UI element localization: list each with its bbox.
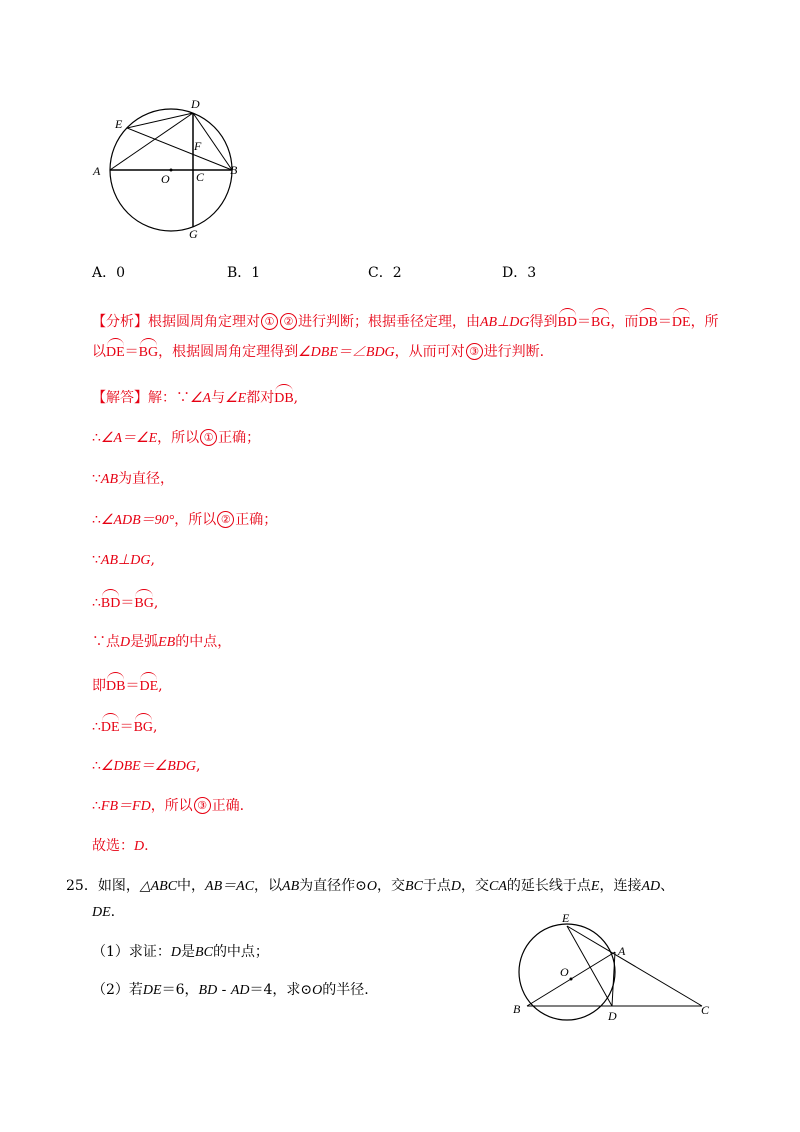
arc-de: DE (101, 715, 120, 738)
solution-text: 正确； (218, 430, 261, 446)
solution-text: 为直径， (118, 471, 175, 487)
label-a: A (618, 944, 626, 958)
question-text: 是 (181, 944, 196, 960)
circled-1: ① (261, 313, 278, 330)
label-o: O (560, 965, 569, 979)
solution-text: ∵ (92, 471, 101, 487)
segment-eb (127, 128, 232, 170)
question-text: 中， (177, 878, 206, 894)
center-dot (570, 978, 573, 981)
solution-math: AB (100, 472, 119, 487)
label-e: E (562, 911, 570, 925)
label-c: C (196, 170, 205, 184)
question-math: AD (230, 983, 250, 998)
option-b: B．1 (227, 265, 261, 281)
question-math: CA (489, 879, 507, 894)
circled-3: ③ (466, 343, 483, 360)
arc-bg: BG (134, 591, 153, 614)
question-25-part-1 (92, 942, 269, 963)
arc-de: DE (106, 340, 125, 363)
analysis-text: ，从而可对 (394, 344, 465, 360)
solution-text: ∴ (92, 430, 101, 446)
solution-math: ∠ADB＝90° (100, 513, 175, 528)
question-25-line-2 (92, 902, 115, 923)
analysis-text: 根据圆周角定理对 (148, 314, 260, 330)
solution-text: , (153, 719, 158, 735)
question-text: ＝6， (161, 982, 199, 998)
equals: ＝ (125, 678, 140, 694)
question-math: BD (198, 983, 218, 998)
analysis-text: ，所 (690, 314, 719, 330)
solution-math: ∠A＝∠E (100, 431, 158, 446)
label-c: C (701, 1003, 710, 1017)
question-text: 为直径作⊙ (299, 878, 367, 894)
arc-db: DB (274, 386, 293, 409)
solution-math: FB＝FD (100, 799, 151, 814)
solution-text: , (158, 678, 163, 694)
solution-text: 正确； (235, 512, 278, 528)
label-b: B (230, 163, 238, 177)
option-c: C．2 (368, 265, 402, 281)
question-text: ＝4，求⊙ (249, 982, 313, 998)
solution-line-3 (92, 469, 174, 490)
solution-line-9 (92, 715, 158, 738)
question-text: ，交 (377, 878, 406, 894)
solution-math: AB⊥DG (100, 553, 151, 568)
solution-line-8 (92, 674, 163, 697)
equals: ＝ (120, 595, 135, 611)
question-text: . (110, 904, 116, 920)
solution-line-6 (92, 591, 158, 614)
question-text: 的中点； (212, 944, 269, 960)
solution-math: ∠DBE＝∠BDG (100, 759, 197, 774)
solution-text: ∴ (92, 798, 101, 814)
question-math: BC (405, 879, 423, 894)
solution-math: D (134, 839, 145, 854)
question-math: D (450, 879, 462, 894)
question-math: D (170, 945, 182, 960)
question-25-part-2 (92, 980, 369, 1001)
question-math: O (312, 983, 323, 998)
label-e: E (115, 117, 123, 131)
solution-line-4 (92, 510, 277, 531)
arc-bg: BG (139, 340, 158, 363)
arc-bd: BD (558, 310, 577, 333)
solution-text: ∵点 (92, 634, 120, 650)
solution-text: ∴ (92, 758, 101, 774)
label-a: A (93, 164, 101, 178)
analysis-line-2 (92, 340, 544, 363)
solution-text: ，所以 (157, 430, 200, 446)
question-math: BC (195, 945, 213, 960)
solution-line-7 (92, 632, 231, 653)
question-text: （1）求证： (92, 944, 171, 960)
segment-ed (127, 113, 193, 128)
analysis-tag: 【分析】 (92, 314, 148, 330)
question-math: E (590, 879, 600, 894)
arc-db: DB (638, 310, 657, 333)
circled-1: ① (200, 429, 217, 446)
solution-text: , (153, 595, 159, 611)
question-text: ，以 (254, 878, 283, 894)
solution-text: ，所以 (174, 512, 217, 528)
analysis-text: ，而 (610, 314, 639, 330)
analysis-math: ∠DBE＝∠BDG (298, 345, 395, 360)
question-text: 的半径. (322, 982, 369, 998)
equals: ＝ (576, 314, 591, 330)
solution-math: EB (158, 635, 176, 650)
equals: ＝ (657, 314, 672, 330)
circled-2: ② (217, 511, 234, 528)
analysis-text: 进行判断；根据垂径定理，由 (298, 314, 480, 330)
solution-text: 正确. (211, 798, 245, 814)
solution-text: 都对 (246, 390, 275, 406)
question-math: AB (282, 879, 300, 894)
solution-line-2 (92, 428, 260, 449)
question-text: - (217, 982, 231, 998)
solution-text: , (150, 552, 155, 568)
question-number: 25． (66, 878, 98, 894)
solution-text: 是弧 (130, 634, 159, 650)
question-25-line-1 (66, 876, 674, 897)
label-b: B (513, 1002, 521, 1016)
label-d: D (608, 1009, 617, 1023)
solution-text: . (144, 838, 149, 854)
analysis-text: ，根据圆周角定理得到 (158, 344, 299, 360)
question-text: 的延长线于点 (506, 878, 591, 894)
solution-text: , (293, 390, 299, 406)
solution-line-10 (92, 756, 200, 777)
solution-text: ，所以 (150, 798, 193, 814)
equals: ＝ (124, 344, 139, 360)
solution-tag: 【解答】 (92, 390, 148, 406)
solution-math: ∠A (190, 391, 212, 406)
solution-text: ∴ (92, 512, 101, 528)
label-o: O (161, 172, 170, 186)
circled-3: ③ (194, 797, 211, 814)
solution-text: 解：∵ (148, 390, 190, 406)
answer-options (92, 262, 692, 282)
question-math: AD (641, 879, 661, 894)
circle-figure-2 (505, 910, 720, 1040)
analysis-text: 进行判断. (483, 344, 545, 360)
option-d: D．3 (502, 265, 537, 281)
question-math: DE (142, 983, 162, 998)
label-g: G (189, 227, 198, 241)
question-text: 如图， (97, 878, 140, 894)
arc-bg: BG (134, 715, 153, 738)
solution-text: 即 (92, 678, 106, 694)
solution-text: ∴ (92, 719, 101, 735)
analysis-math: AB⊥DG (480, 315, 530, 330)
center-dot (170, 169, 173, 172)
label-f: F (194, 139, 202, 153)
question-math: △ABC (139, 879, 178, 894)
solution-text: ∴ (92, 595, 101, 611)
solution-line-1 (92, 386, 298, 409)
segment-ec (567, 926, 702, 1006)
solution-text: ∵ (92, 552, 101, 568)
solution-line-5 (92, 550, 155, 571)
arc-bd: BD (101, 591, 120, 614)
analysis-text: 以 (92, 344, 106, 360)
question-math: AB＝AC (205, 879, 255, 894)
solution-text: , (196, 758, 201, 774)
segment-ed (567, 926, 612, 1006)
analysis-text: 得到 (529, 314, 558, 330)
solution-line-11 (92, 796, 244, 817)
circle-figure-1 (90, 95, 250, 245)
segment-ad (110, 113, 193, 170)
arc-bg: BG (591, 310, 610, 333)
option-a: A．0 (92, 265, 126, 281)
arc-de: DE (672, 310, 691, 333)
solution-math: D (120, 635, 131, 650)
question-text: 于点 (422, 878, 451, 894)
question-text: ，交 (461, 878, 490, 894)
solution-text: 与 (211, 390, 226, 406)
equals: ＝ (119, 719, 134, 735)
label-d: D (191, 97, 200, 111)
solution-text: 故选： (92, 838, 134, 854)
analysis-line-1 (92, 310, 719, 333)
arc-db: DB (106, 674, 125, 697)
question-text: ，连接 (599, 878, 642, 894)
solution-text: 的中点， (175, 634, 232, 650)
question-text: （2）若 (92, 982, 143, 998)
circled-2: ② (280, 313, 297, 330)
question-text: 、 (660, 878, 675, 894)
question-math: DE (92, 905, 111, 920)
solution-math: ∠E (225, 391, 247, 406)
arc-de: DE (139, 674, 158, 697)
question-math: O (366, 879, 378, 894)
solution-line-12 (92, 836, 149, 857)
